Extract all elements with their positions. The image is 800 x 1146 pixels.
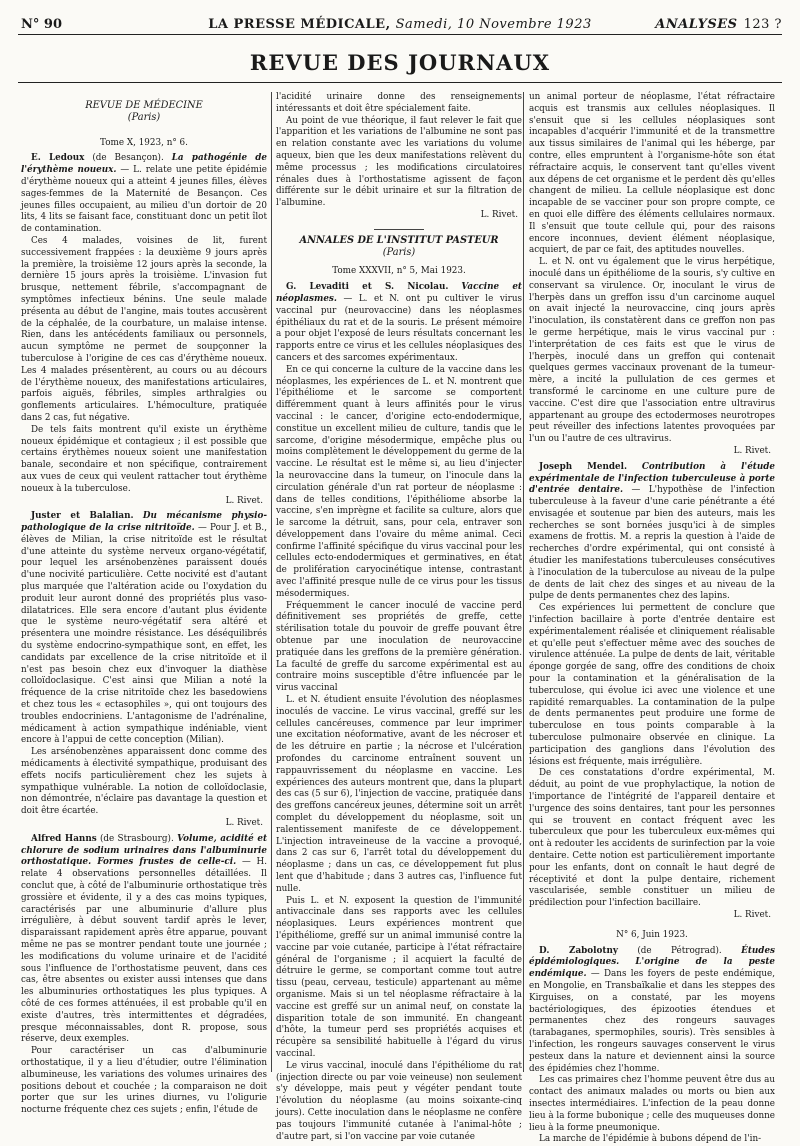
reviewer-signature: L. Rivet. [225,495,263,506]
issue-number: N° 90 [21,17,62,32]
volume-line: Tome XXXVII, n° 5, Mai 1923. [332,266,466,277]
journal-city: (Paris) [127,111,161,123]
article-continuation: l'acidité urinaire donne des renseignements intéressants et doit être spécialement faite. [276,92,522,114]
volume-line: N° 6, Juin 1923. [616,929,688,940]
article-title: Volume, acidité et chlorure de sodium urinaires dans l'albuminurie orthostatique. Formes frustes de celle-ci. [21,833,268,868]
author-origin: (de Pétrograd). [637,945,722,956]
article-title: Contribution à l'étude expérimentale de l'infection tuberculeuse à porte d'entrée dentaire. [529,461,775,496]
article-text: — L'hypothèse de l'infection tuberculeuse à la faveur d'une carie pénétrante a été envisagée et soutenue par bien des auteurs, mais les recherches se sont bornées jusqu'ici à de simples examens de frottis. M. a repris la question à l'aide de recherches d'ordre expérimental, qui ont consisté à étudier les manifestations tuberculeuses consécutives à l'inoculation de la tuberculose au niveau de la pulpe de dents de lait chez des singes et au niveau de la pulpe de dents permanentes chez des lapins. [529,485,775,602]
article-author: Alfred Hanns [31,833,97,844]
article-text: — Dans les foyers de peste endémique, en Mongolie, en Transbaïkalie et dans les steppes des Kirguises, on a constaté, par les moyens bactériologiques, des épizooties étendues et permanentes chez des rongeurs sauvages (tarabaganes, spermophiles, souris). Très sensibles à l'infection, les rongeurs sauvages conservent le virus pesteux dans la nature et deviennent ainsi la source des épidémies chez l'homme. [529,969,775,1074]
article-title: La pathogénie de l'érythème noueux. [21,153,268,176]
header-rule [18,34,782,35]
title-rule [18,82,782,83]
article-text: — L. relate une petite épidémie d'érythème noueux qui a atteint 4 jeunes filles, élèves sages-femmes de la Maternité de Besançon. Ces jeunes filles occupaient, au milieu d'un dortoir de 20 lits, 4 lits se faisant face, constituant donc un petit îlot de contamination. [21,165,267,235]
article-paragraph: Les cas primaires chez l'homme peuvent être dus au contact des animaux malades ou morts ou bien aux insectes intermédiaires. L'infection de la peau donne lieu à la forme bubonique ; celle des muqueuses donne lieu à la forme pneumonique. [529,1075,775,1133]
article-paragraph: Ces 4 malades, voisines de lit, furent successivement frappées : la deuxième 9 jours après la première, la troisième 12 jours après la seconde, la dernière 15 jours après la troisième. L'invasion fut brusque, nettement fébrile, s'accompagnant de symptômes infectieux bénins. Une seule malade présenta au début de l'angine, mais toutes accusèrent de la céphalée, de la courbature, un malaise intense. Rien, dans les antécédents familiaux ou personnels, aucun symptôme ne permet de soupçonner la tuberculose à l'origine de ces cas d'érythème noueux. Les 4 malades présentèrent, au cours ou au décours de l'érythème noueux, des manifestations articulaires, parfois aiguës, fébriles, simples arthralgies ou gonflements articulaires. L'hémoculture, pratiquée dans 2 cas, fut négative. [21,235,267,423]
article-paragraph: L. et N. étudient ensuite l'évolution des néoplasmes inoculés de vaccine. Le virus vaccinal, greffé sur les cellules cancéreuses, commence par leur imprimer une excitation néoformative, avant de les nécroser et de les détruire en partie ; la nécrose et l'ulcération profondes du carcinome entraînent souvent un rappauvrissement du néoplasme en vaccine. Les expériences des auteurs montrent que, dans la plupart des cas (5 sur 6), l'injection de vaccine, pratiquée dans des greffons cancéreux jeunes, détermine soit un arrêt complet du développement du néoplasme, soit un ralentissement manifeste de ce développement. L'injection intraveineuse de la vaccine a provoqué, dans 2 cas sur 6, l'arrêt total du développement du néoplasme ; dans un cas, ce développement fut plus lent que d'habitude ; dans 3 autres cas, l'influence fut nulle. [276,695,522,894]
section-header [655,17,782,32]
reviewer-signature: L. Rivet. [733,445,771,456]
article-author: G. Levaditi et S. Nicolau. [286,282,449,293]
author-origin: (de Besançon). [92,153,164,164]
article-paragraph: Puis L. et N. exposent la question de l'immunité antivaccinale dans ses rapports avec les cellules néoplasiques. Leurs expériences montrent que l'épithéliome, greffé sur un animal immunisé contre la vaccine par voie cutanée, participe à l'état réfractaire général de l'organisme ; il acquiert la faculté de détruire le germe, se comportant comme tout autre tissu (peau, cerveau, testicule) appartenant au même organisme. Mais si un tel néoplasme réfractaire à la vaccine est greffé sur un animal neuf, on constate la disparition totale de son immunité. En changeant d'hôte, la tumeur perd ses propriétés acquises et récupère sa sensibilité habituelle à l'égard du virus vaccinal. [276,895,522,1059]
article-text: — L. et N. ont pu cultiver le virus vaccinal pur (neurovaccine) dans les néoplasmes épithéliaux du rat et de la souris. Le présent mémoire a pour objet l'exposé de leurs résultats concernant les rapports entre ce virus et les cellules néoplasiques des cancers et des sarcomes expérimentaux. [276,293,523,363]
article-mendel [529,462,775,922]
article-paragraph: La marche de l'épidémie à bubons dépend de l'in- [539,1134,762,1145]
column-divider-2 [523,92,524,1072]
article-author: Joseph Mendel. [539,461,628,472]
article-paragraph: En ce qui concerne la culture de la vaccine dans les néoplasmes, les expériences de L. et N. montrent que l'épithéliome et le sarcome se comportent différemment quant à leurs affinités pour le virus vaccinal : le cancer, d'origine ecto-endodermique, constitue un excellent milieu de culture, tandis que le sarcome, d'origine mésodermique, empêche plus ou moins complètement le développement du germe de la vaccine. Le résultat est le même si, au lieu d'injecter la neurovaccine dans la tumeur, on l'inocule dans la circulation générale d'un rat porteur de néoplasme : dans de telles conditions, l'épithéliome absorbe la vaccine, s'en imprègne et facilite sa culture, alors que le sarcome la détruit, sans, pour cela, entraver son développement dans l'ovaire du même animal. Ceci confirme l'affinité spécifique du virus vaccinal pour les cellules ecto-endodermiques et germinatives, en état de prolifération caryocinétique intense, contrastant avec l'affinité presque nulle de ce virus pour les tissus mésodermiques. [276,364,522,599]
article-paragraph: L. et N. ont vu également que le virus herpétique, inoculé dans un épithéliome de la souris, s'y cultive en conservant sa virulence. Or, inoculant le virus de l'herpès dans un greffon issu d'un carcinome auquel on avait injecté la neurovaccine, cinq jours après l'inoculation, ils constatèrent dans ce greffon non pas le germe herpétique, mais le virus vaccinal pur : l'interprétation de ces faits est que le virus de l'herpès, inoculé dans un greffon qui contenait quelques germes vaccinaux provenant de la tumeur-mère, a incité la pullulation de ces germes et transformé le carcinome en une culture pure de vaccine. C'est dire que l'association entre ultravirus appartenant au groupe des ectodermoses neurotropes peut réveiller des infections latentes provoquées par l'un ou l'autre de ces ultravirus. [529,257,775,445]
article-ledoux [21,153,267,507]
article-author: E. Ledoux [31,153,85,164]
article-paragraph: Pour caractériser un cas d'albuminurie orthostatique, il y a lieu d'étudier, outre l'élimination albumineuse, les variations des volumes urinaires des positions debout et couchée ; la comparaison ne doit porter que sur les urines diurnes, vu l'oligurie nocturne fréquente chez ces sujets ; enfin, l'étude de [21,1046,267,1116]
article-paragraph: De ces constatations d'ordre expérimental, M. déduit, au point de vue prophylactique, la notion de l'importance de l'intégrité de l'appareil dentaire et l'urgence des soins dentaires, tant pour les personnes qui se trouvent en contact fréquent avec les tuberculeux que pour les tuberculeux eux-mêmes qui ont à redouter les accidents de surinfection par la voie dentaire. Cette notion est particulièrement importante pour les enfants, dont on connaît le haut degré de réceptivité et dont la pulpe dentaire, richement vascularisée, semble constituer un milieu de prédilection pour l'infection bacillaire. [529,768,775,909]
volume-line: Tome X, 1923, n° 6. [100,137,188,148]
column-1 [21,92,268,1116]
column-divider-1 [271,92,272,1072]
page-title: REVUE DES JOURNAUX [249,50,551,75]
article-author: Juster et Balalian. [31,511,134,522]
article-paragraph: Le virus vaccinal, inoculé dans l'épithéliome du rat (injection directe ou par voie veineuse) non seulement s'y développe, mais peut y végéter pendant toute l'évolution du néoplasme (au moins soixante-cinq jours). Cette inoculation dans le néoplasme ne confère pas toujours l'immunité cutanée à l'animal-hôte ; d'autre part, si l'on vaccine par voie cutanée [276,1060,522,1142]
article-title: Études épidémiologiques. L'origine de la peste endémique. [529,945,775,980]
column-2 [276,92,523,1142]
article-paragraph: De tels faits montrent qu'il existe un érythème noueux épidémique et contagieux ; il est possible que certains érythèmes noueux soient une manifestation banale, secondaire et non spécifique, contrairement aux vues de ceux qui veulent rattacher tout érythème noueux à la tuberculose. [21,424,267,494]
article-title: Vaccine et néoplasmes. [276,282,523,304]
author-origin: (de Strasbourg). [99,833,174,844]
article-zabolotny [529,946,775,1146]
article-title: Du mécanisme physio-pathologique de la crise nitritoïde. [21,511,267,534]
article-hanns [21,834,267,1117]
journal-city: (Paris) [382,246,416,258]
article-paragraph: Les arsénobenzènes apparaissent donc comme des médicaments à électivité sympathique, produisant des effets nocifs particulièrement chez les sujets à sympathique vulnérable. La notion de colloïdoclasie, non démontrée, n'éclaire pas davantage la question et doit être écartée. [21,747,267,817]
journal-section-heading: REVUE DE MÉDECINE [85,100,203,111]
section-name: ANALYSES [655,17,738,32]
column-3 [529,92,775,1145]
article-juster-balalian [21,511,267,830]
article-paragraph: Fréquemment le cancer inoculé de vaccine perd définitivement ses propriétés de greffe, cette stérilisation totale du pouvoir de greffe pouvant être obtenue par une inoculation de neurovaccine pratiquée dans les greffons de la première génération. La faculté de greffe du sarcome expérimental est au contraire moins susceptible d'être influencée par le virus vaccinal [276,600,522,694]
journal-section-heading: ANNALES DE L'INSTITUT PASTEUR [299,234,499,246]
journal-name: LA PRESSE MÉDICALE, [208,17,391,32]
article-paragraph: Au point de vue théorique, il faut relever le fait que l'apparition et les variations de l'albumine ne sont pas en relation constante avec les variations du volume aqueux, bien que les deux manifestations relèvent du même processus ; les modifications circulatoires rénales dues à l'orthostatisme agissent de façon différente sur le débit urinaire et sur la filtration de l'albumine. [276,115,522,209]
section-divider [374,229,424,230]
article-text: — H. relate 4 observations personnelles détaillées. Il conclut que, à côté de l'albuminurie orthostatique très grossière et évidente, il y a des cas moins typiques, caractérisés par une albuminurie d'allure plus irrégulière, à début souvent tardif après le lever, disparaissant rapidement après être apparue, pouvant même ne pas se montrer pendant toute une journée ; les modifications du volume urinaire et de l'acidité sous l'influence de l'orthostatisme peuvent, dans ces cas, être absentes ou exister aussi intenses que dans les albuminuries orthostatiques les plus typiques. A côté de ces formes atténuées, il est probable qu'il en existe d'autres, très intermittentes et dégradées, presque méconnaissables, dont R. propose, sous réserve, deux exemples. [21,857,268,1045]
article-levaditi-nicolau [276,282,522,1143]
article-author: D. Zabolotny [539,945,618,956]
reviewer-signature: L. Rivet. [733,909,771,920]
article-paragraph: Ces expériences lui permettent de conclure que l'infection bacillaire à porte d'entrée dentaire est expérimentalement réalisée et cliniquement réalisable et qu'elle peut s'effectuer même avec des souches de virulence atténuée. La pulpe de dents de lait, véritable éponge gorgée de sang, offre des conditions de choix pour la contamination et la généralisation de la tuberculose, qui évolue ici avec une violence et une rapidité remarquables. La contamination de la pulpe de dents permanentes peut produire une forme de tuberculose en tous points comparable à la tuberculose pulmonaire observée en clinique. La participation des ganglions dans l'évolution des lésions est fréquente, mais irrégulière. [529,603,775,767]
reviewer-signature: L. Rivet. [225,818,263,829]
page-number: 123 ? [743,17,782,32]
issue-date: Samedi, 10 Novembre 1923 [395,17,592,32]
reviewer-signature: L. Rivet. [480,209,518,220]
article-text: — Pour J. et B., élèves de Milian, la crise nitritoïde est le résultat d'une atteinte du système nerveux organo-végétatif, pour lequel les arsénobenzènes paraissent doués d'une nocivité particulière. Cette nocivité est d'autant plus marquée que l'altération acide ou l'oxydation du produit leur auront donné des propriétés plus vaso-dilatatrices. Elle sera encore d'autant plus évidente que le système neuro-végétatif sera altéré et présentera une moindre résistance. Les déséquilibrés du système endocrino-sympathique sont, en effet, les candidats par excellence de la crise nitritoïde et il n'est pas besoin chez eux d'invoquer la diathèse colloïdoclasique. C'est ainsi que Milian a noté la fréquence de la crise nitritoïde chez les basedowiens et chez tous les « ectasophiles », qui ont toujours des troubles endocriniens. L'antagonisme de l'adrénaline, médicament à action sympathique indéniable, vient encore à l'appui de cette conception (Milian). [21,523,267,746]
article-continuation: un animal porteur de néoplasme, l'état réfractaire acquis est transmis aux cellules néoplasiques. Il s'ensuit que si les cellules néoplasiques sont incapables d'acquérir l'immunité et de la transmettre aux tissus similaires de l'animal qui les héberge, par contre, elles empruntent à l'organisme-hôte son état réfractaire acquis, le conservent tant qu'elles vivent aux dépens de cet organisme et le perdent dès qu'elles changent de milieu. La cellule néoplasique est donc incapable de se vacciner pour son propre compte, ce en quoi elle diffère des éléments cellulaires normaux. Il s'ensuit que toute cellule qui, pour des raisons encore inconnues, devient élément néoplasique, acquiert, de par ce fait, des aptitudes nouvelles. [529,92,775,256]
